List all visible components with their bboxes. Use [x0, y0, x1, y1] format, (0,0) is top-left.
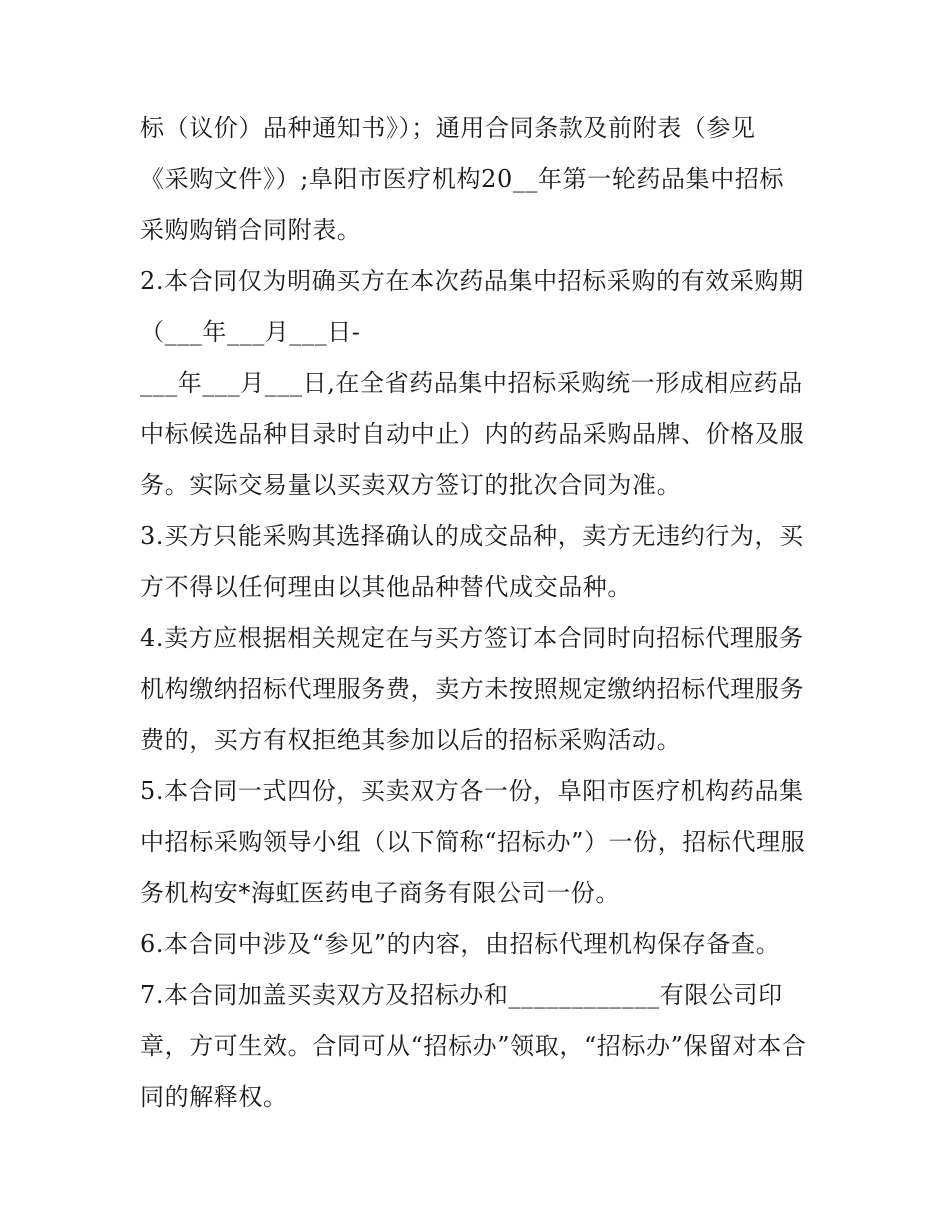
- paragraph-clause-4: [140, 613, 820, 766]
- text-line: 6.本合同中涉及“参见”的内容，由招标代理机构保存备查。: [140, 930, 781, 958]
- text-line: 章，方可生效。合同可从“招标办”领取，“招标办”保留对本合: [140, 1032, 807, 1060]
- paragraph-clause-7: [140, 970, 820, 1123]
- text-line: （___年___月___日-: [140, 318, 361, 346]
- text-line: 务。实际交易量以买卖双方签订的批次合同为准。: [140, 471, 682, 499]
- document-body: [140, 103, 820, 1123]
- text-line: 务机构安*海虹医药电子商务有限公司一份。: [140, 879, 620, 907]
- paragraph-clause-3: [140, 511, 820, 613]
- paragraph-clause-2: [140, 256, 820, 511]
- paragraph-procurement-documents: [140, 103, 820, 256]
- text-line: 2.本合同仅为明确买方在本次药品集中招标采购的有效采购期: [140, 267, 804, 295]
- text-line: 机构缴纳招标代理服务费，卖方未按照规定缴纳招标代理服务: [140, 675, 805, 703]
- text-line: ___年___月___日,在全省药品集中招标采购统一形成相应药品: [140, 369, 803, 397]
- text-line: 《采购文件》）;阜阳市医疗机构20__年第一轮药品集中招标: [140, 165, 785, 193]
- text-line: 费的，买方有权拒绝其参加以后的招标采购活动。: [140, 726, 682, 754]
- text-line: 采购购销合同附表。: [140, 216, 362, 244]
- text-line: 中标候选品种目录时自动中止）内的药品采购品牌、价格及服: [140, 420, 805, 448]
- text-line: 标（议价）品种通知书》）；通用合同条款及前附表（参见: [140, 114, 756, 142]
- text-line: 方不得以任何理由以其他品种替代成交品种。: [140, 573, 632, 601]
- paragraph-clause-5: [140, 766, 820, 919]
- text-line: 同的解释权。: [140, 1083, 288, 1111]
- text-line: 5.本合同一式四份，买卖双方各一份，阜阳市医疗机构药品集: [140, 777, 804, 805]
- text-line: 3.买方只能采购其选择确认的成交品种，卖方无违约行为，买: [140, 522, 804, 550]
- paragraph-clause-6: [140, 919, 820, 970]
- text-line: 中招标采购领导小组（以下简称“招标办”）一份，招标代理服: [140, 828, 806, 856]
- text-line: 4.卖方应根据相关规定在与买方签订本合同时向招标代理服务: [140, 624, 804, 652]
- text-line: 7.本合同加盖买卖双方及招标办和____________有限公司印: [140, 981, 783, 1009]
